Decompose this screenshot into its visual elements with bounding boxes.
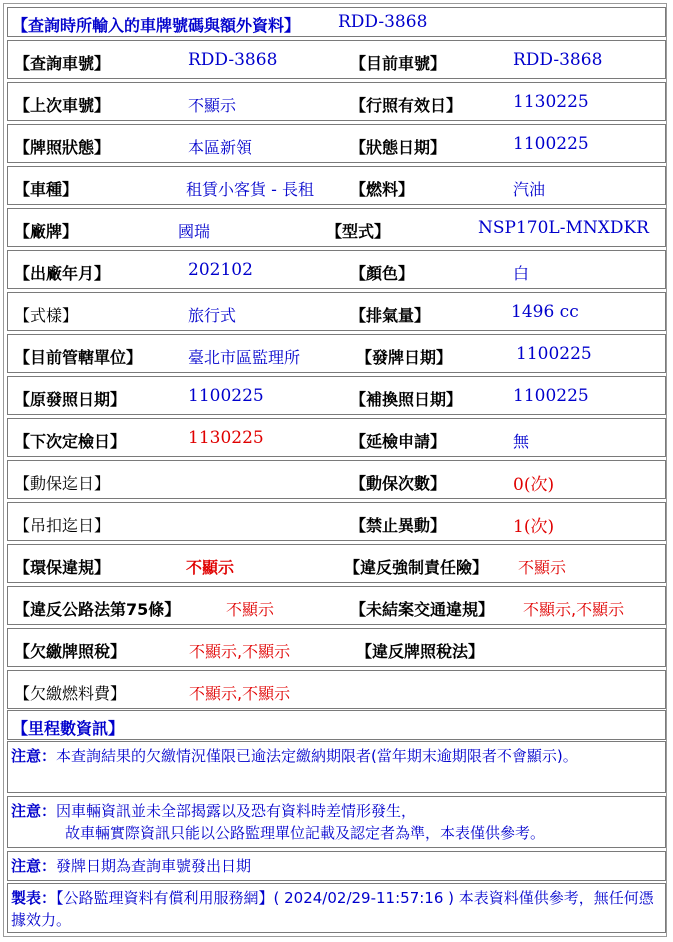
data-row — [7, 544, 666, 583]
field-value: 臺北市區監理所 — [188, 348, 301, 367]
field-label: 【原發照日期】 — [14, 390, 127, 409]
field-label: 【欠繳燃料費】 — [14, 684, 127, 703]
field-label: 【型式】 — [326, 222, 391, 241]
mileage-title: 【里程數資訊】 — [12, 719, 125, 738]
field-value: 1130225 — [188, 428, 264, 448]
field-value: 0(次) — [513, 475, 555, 495]
field-label: 【動保迄日】 — [14, 474, 111, 493]
data-row — [7, 250, 666, 289]
data-row — [7, 670, 666, 709]
note-4-label: 製表： — [11, 889, 57, 907]
field-value: 不顯示 — [226, 600, 275, 619]
note-row-2 — [7, 796, 666, 848]
data-row — [7, 124, 666, 163]
field-value: NSP170L-MNXDKR — [478, 218, 649, 238]
field-label: 【動保次數】 — [350, 474, 447, 493]
field-label: 【牌照狀態】 — [14, 138, 111, 157]
field-label: 【違反公路法第75條】 — [14, 600, 181, 619]
header-plate: RDD-3868 — [338, 12, 428, 32]
field-value: RDD-3868 — [513, 50, 603, 70]
field-label: 【目前車號】 — [350, 54, 447, 73]
note-1-label: 注意： — [11, 747, 57, 765]
data-row — [7, 502, 666, 541]
field-label: 【吊扣迄日】 — [14, 516, 111, 535]
data-row — [7, 292, 666, 331]
field-label: 【發牌日期】 — [356, 348, 453, 367]
field-value: 不顯示 — [188, 96, 237, 115]
field-value: 不顯示 — [186, 558, 235, 577]
data-row — [7, 334, 666, 373]
note-2-line1: 因車輛資訊並未全部揭露以及恐有資料時差情形發生， — [56, 802, 417, 820]
field-label: 【顏色】 — [350, 264, 415, 283]
field-value: 1130225 — [513, 92, 589, 112]
note-3-label: 注意： — [11, 857, 57, 875]
field-label: 【查詢車號】 — [14, 54, 111, 73]
note-row-3 — [7, 851, 666, 881]
note-2 — [11, 800, 661, 844]
field-value: 無 — [513, 432, 530, 451]
note-2-label: 注意： — [11, 802, 57, 820]
note-2-line2: 故車輛實際資訊只能以公路監理單位記載及認定者為準，本表僅供參考。 — [65, 824, 546, 842]
field-label: 【車種】 — [14, 180, 79, 199]
data-row — [7, 40, 666, 79]
field-label: 【環保違規】 — [14, 558, 111, 577]
note-1 — [11, 745, 661, 767]
field-value: 不顯示,不顯示 — [523, 600, 625, 619]
field-label: 【禁止異動】 — [350, 516, 447, 535]
field-value: 本區新領 — [188, 138, 253, 157]
field-value: 1100225 — [513, 386, 589, 406]
note-row-1 — [7, 741, 666, 793]
data-row — [7, 82, 666, 121]
header-row — [7, 7, 666, 37]
data-row — [7, 460, 666, 499]
field-label: 【下次定檢日】 — [14, 432, 127, 451]
data-row — [7, 418, 666, 457]
data-row — [7, 208, 666, 247]
field-value: 不顯示,不顯示 — [189, 642, 291, 661]
field-value: 汽油 — [513, 180, 546, 199]
field-label: 【未結案交通違規】 — [350, 600, 495, 619]
field-label: 【欠繳牌照稅】 — [14, 642, 127, 661]
field-value: 1496 cc — [511, 302, 579, 322]
note-3 — [11, 855, 251, 877]
field-label: 【上次車號】 — [14, 96, 111, 115]
field-label: 【目前管轄單位】 — [14, 348, 143, 367]
note-4-text: 【公路監理資料有償利用服務網】( 2024/02/29-11:57:16 ) 本表資料僅供參考，無任何憑據效力。 — [11, 889, 654, 929]
field-value: 國瑞 — [178, 222, 211, 241]
field-label: 【出廠年月】 — [14, 264, 111, 283]
field-label: 【補換照日期】 — [350, 390, 463, 409]
field-label: 【違反牌照稅法】 — [356, 642, 485, 661]
field-label: 【燃料】 — [350, 180, 415, 199]
field-value: 旅行式 — [188, 306, 237, 325]
note-3-text: 發牌日期為查詢車號發出日期 — [56, 857, 252, 875]
field-label: 【狀態日期】 — [350, 138, 447, 157]
field-value: 1(次) — [513, 517, 555, 537]
field-value: 202102 — [188, 260, 253, 280]
field-value: 租賃小客貨 - 長租 — [186, 180, 314, 199]
field-value: 1100225 — [188, 386, 264, 406]
field-value: 白 — [513, 264, 530, 283]
field-value: RDD-3868 — [188, 50, 278, 70]
field-label: 【違反強制責任險】 — [344, 558, 489, 577]
field-value: 不顯示,不顯示 — [189, 684, 291, 703]
field-label: 【式樣】 — [14, 306, 79, 325]
data-row — [7, 586, 666, 625]
data-row — [7, 376, 666, 415]
field-value: 1100225 — [516, 344, 592, 364]
field-label: 【行照有效日】 — [350, 96, 463, 115]
data-row — [7, 166, 666, 205]
note-4 — [11, 887, 661, 931]
note-row-4 — [7, 883, 666, 933]
field-label: 【廠牌】 — [14, 222, 79, 241]
field-value: 1100225 — [513, 134, 589, 154]
field-label: 【排氣量】 — [350, 306, 431, 325]
field-value: 不顯示 — [518, 558, 567, 577]
mileage-row — [7, 710, 666, 740]
header-title: 【查詢時所輸入的車牌號碼與額外資料】 — [12, 16, 301, 35]
data-row — [7, 628, 666, 667]
field-label: 【延檢申請】 — [350, 432, 447, 451]
note-1-text: 本查詢結果的欠繳情況僅限已逾法定繳納期限者(當年期末逾期限者不會顯示)。 — [56, 747, 578, 765]
